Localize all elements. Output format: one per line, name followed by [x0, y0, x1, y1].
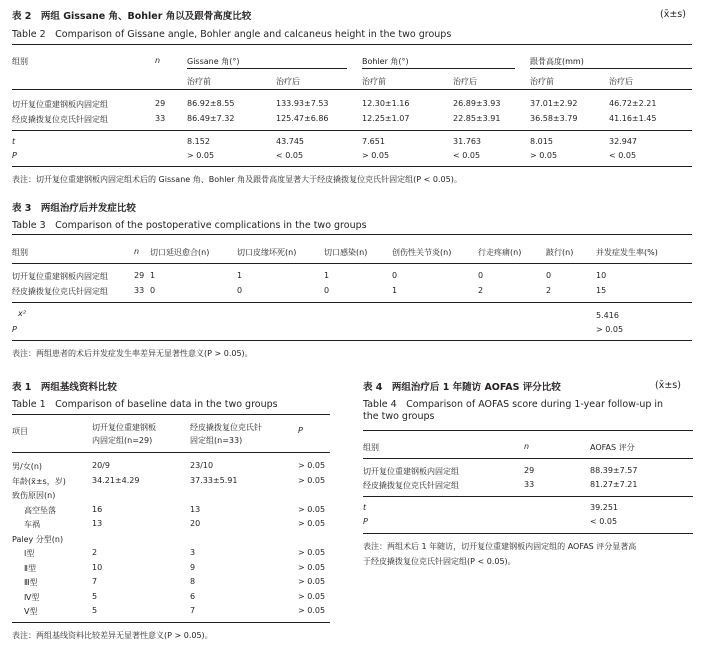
table-3-row-2-n: 33	[134, 286, 145, 295]
table-4-bottom-rule	[363, 533, 693, 534]
table-1-cell-p: > 0.05	[298, 548, 326, 557]
table-1-cell-p: > 0.05	[298, 577, 326, 586]
table-2-stat-p-label: P	[12, 151, 17, 160]
table-1-cell-group-1: 20/9	[92, 461, 110, 470]
table-3-row-2-group: 经皮撬拨复位克氏针固定组	[12, 287, 108, 296]
table-4-stat-p-label: P	[363, 517, 368, 526]
table-4-header-score: AOFAS 评分	[590, 443, 635, 452]
table-2-stat-p-b1: > 0.05	[362, 151, 390, 160]
table-3-row-2-limp: 2	[546, 286, 552, 295]
table-3-row-2-skin-necrosis: 0	[237, 286, 243, 295]
table-1-cell-item: Ⅱ型	[24, 564, 36, 573]
table-1-top-rule	[12, 414, 330, 415]
table-2-stat-t-g1: 8.152	[187, 137, 210, 146]
table-2-height-subrule	[530, 68, 692, 69]
table-4-header-group: 组别	[363, 443, 379, 452]
table-1-cell-group-1: 2	[92, 548, 98, 557]
table-3-row-2-infection: 0	[324, 286, 330, 295]
table-3-stat-p-label: P	[12, 325, 17, 334]
table-1-cell-p: > 0.05	[298, 563, 326, 572]
table-4-unit: (x̄±s)	[655, 380, 681, 391]
table-2-height-before: 治疗前	[530, 77, 554, 86]
table-1-cell-p: > 0.05	[298, 461, 326, 470]
table-3-bottom-rule	[12, 340, 692, 341]
table-4-row-2-score: 81.27±7.21	[590, 480, 638, 489]
table-2-row-1-height-before: 37.01±2.92	[530, 99, 578, 108]
table-3-row-2-walking-pain: 2	[478, 286, 484, 295]
table-2-header-group: 组别	[12, 57, 28, 66]
table-1-cell-item: Ⅰ型	[24, 549, 35, 558]
table-2-stat-t-h1: 8.015	[530, 137, 553, 146]
table-2-bottom-rule	[12, 166, 692, 167]
table-1-cell-item: Paley 分型(n)	[12, 535, 64, 544]
table-1-header-g2-line1: 经皮撬拨复位克氏针	[190, 423, 262, 432]
table-4-stat-t-value: 39.251	[590, 503, 618, 512]
table-4-note-2: 于经皮撬拨复位克氏针固定组(P < 0.05)。	[363, 557, 516, 566]
table-4-body-rule	[363, 496, 693, 497]
table-2-row-1-bohler-before: 12.30±1.16	[362, 99, 410, 108]
table-1-title-en: Table 1 Comparison of baseline data in the two groups	[12, 399, 278, 410]
table-3-header-infection: 切口感染(n)	[324, 248, 368, 257]
table-1-cell-group-1: 5	[92, 592, 98, 601]
table-4-row-2-group: 经皮撬拨复位克氏针固定组	[363, 481, 459, 490]
table-2-row-2-height-after: 41.16±1.45	[609, 114, 657, 123]
table-2-row-1-gissane-before: 86.92±8.55	[187, 99, 235, 108]
table-1-note: 表注：两组基线资料比较差异无显著性意义(P > 0.05)。	[12, 631, 213, 640]
table-1-cell-group-2: 13	[190, 505, 201, 514]
table-3-row-1-walking-pain: 0	[478, 271, 484, 280]
table-2-header-n: n	[155, 56, 161, 65]
table-1-header-item: 项目	[12, 427, 28, 436]
table-2-top-rule	[12, 44, 692, 45]
table-3-row-1-skin-necrosis: 1	[237, 271, 243, 280]
table-4-row-2-n: 33	[524, 480, 535, 489]
table-1-header-g1-line2: 内固定组(n=29)	[92, 436, 153, 445]
table-3-header-arthritis: 创伤性关节炎(n)	[392, 248, 452, 257]
table-4-top-rule	[363, 430, 693, 431]
table-2-row-2-gissane-before: 86.49±7.32	[187, 114, 235, 123]
table-1-cell-group-1: 16	[92, 505, 103, 514]
table-2-row-1-gissane-after: 133.93±7.53	[276, 99, 329, 108]
table-2-stat-t-g2: 43.745	[276, 137, 304, 146]
table-2-stat-t-h2: 32.947	[609, 137, 637, 146]
table-2-row-1-n: 29	[155, 99, 166, 108]
table-4-header-rule	[363, 458, 693, 459]
table-3-top-rule	[12, 234, 692, 235]
table-4-stat-t-label: t	[363, 503, 367, 512]
table-1-cell-item: 年龄(x̄±s，岁)	[12, 477, 66, 486]
table-1-cell-item: Ⅴ型	[24, 607, 38, 616]
table-3-header-rate: 并发症发生率(%)	[596, 248, 658, 257]
table-2-header-gissane: Gissane 角(°)	[187, 57, 240, 66]
table-1-cell-group-1: 13	[92, 519, 103, 528]
table-3-body-rule	[12, 302, 692, 303]
table-4-row-1-score: 88.39±7.57	[590, 466, 638, 475]
table-2-row-2-group: 经皮撬拨复位克氏针固定组	[12, 115, 108, 124]
table-1-title-cn: 表 1 两组基线资料比较	[12, 382, 117, 393]
table-2-gissane-subrule	[187, 68, 347, 69]
table-2-bohler-subrule	[362, 68, 515, 69]
table-3-header-skin-necrosis: 切口皮缘坏死(n)	[237, 248, 297, 257]
table-2-gissane-after: 治疗后	[276, 77, 300, 86]
table-2-title-en: Table 2 Comparison of Gissane angle, Bohler angle and calcaneus height in the two groups	[12, 29, 452, 40]
table-4-stat-p-value: < 0.05	[590, 517, 618, 526]
table-3-row-2-delayed-healing: 0	[150, 286, 156, 295]
table-3-header-rule	[12, 263, 692, 264]
table-2-row-2-bohler-before: 12.25±1.07	[362, 114, 410, 123]
table-2-header-rule	[12, 89, 692, 90]
table-3-stat-chi-value: 5.416	[596, 311, 619, 320]
table-2-bohler-after: 治疗后	[453, 77, 477, 86]
table-4-title-en-2: the two groups	[363, 411, 435, 422]
table-1-cell-group-2: 23/10	[190, 461, 214, 470]
table-1-cell-group-1: 10	[92, 563, 103, 572]
table-3-row-2-rate: 15	[596, 286, 607, 295]
table-1-header-g2-line2: 固定组(n=33)	[190, 436, 243, 445]
table-2-note: 表注：切开复位重建钢板内固定组术后的 Gissane 角、Bohler 角及跟骨高度显著大于经皮撬拨复位克氏针固定组(P < 0.05)。	[12, 175, 462, 184]
table-3-row-1-rate: 10	[596, 271, 607, 280]
table-3-stat-chi-label: x²	[18, 309, 26, 318]
table-1-cell-group-2: 6	[190, 592, 196, 601]
table-1-cell-p: > 0.05	[298, 505, 326, 514]
table-1-cell-item: 高空坠落	[24, 506, 56, 515]
table-3-title-en: Table 3 Comparison of the postoperative complications in the two groups	[12, 220, 367, 231]
table-1-header-p: P	[298, 426, 303, 435]
table-3-title-cn: 表 3 两组治疗后并发症比较	[12, 203, 136, 214]
table-4-title-cn: 表 4 两组治疗后 1 年随访 AOFAS 评分比较	[363, 382, 561, 393]
table-1-cell-p: > 0.05	[298, 476, 326, 485]
table-2-row-2-n: 33	[155, 114, 166, 123]
table-3-header-walking-pain: 行走疼痛(n)	[478, 248, 522, 257]
table-4-header-n: n	[524, 442, 530, 451]
table-1-cell-item: Ⅳ型	[24, 593, 40, 602]
table-1-cell-item: 致伤原因(n)	[12, 491, 56, 500]
table-1-cell-group-1: 34.21±4.29	[92, 476, 140, 485]
table-3-note: 表注：两组患者的术后并发症发生率差异无显著性意义(P > 0.05)。	[12, 349, 253, 358]
table-1-header-g1-line1: 切开复位重建钢板	[92, 423, 156, 432]
table-3-stat-p-value: > 0.05	[596, 325, 624, 334]
table-1-cell-group-1: 5	[92, 606, 98, 615]
table-1-cell-p: > 0.05	[298, 519, 326, 528]
table-2-gissane-before: 治疗前	[187, 77, 211, 86]
table-3-row-1-limp: 0	[546, 271, 552, 280]
table-2-stat-p-b2: < 0.05	[453, 151, 481, 160]
table-4-row-1-group: 切开复位重建钢板内固定组	[363, 467, 459, 476]
table-3-row-1-delayed-healing: 1	[150, 271, 156, 280]
table-4-note-1: 表注：两组术后 1 年随访，切开复位重建钢板内固定组的 AOFAS 评分显著高	[363, 542, 637, 551]
table-1-cell-item: 车祸	[24, 520, 40, 529]
table-2-header-bohler: Bohler 角(°)	[362, 57, 409, 66]
table-2-row-1-group: 切开复位重建钢板内固定组	[12, 100, 108, 109]
table-2-bohler-before: 治疗前	[362, 77, 386, 86]
table-1-cell-group-1: 7	[92, 577, 98, 586]
table-2-stat-t-b1: 7.651	[362, 137, 385, 146]
table-1-cell-group-2: 3	[190, 548, 196, 557]
table-3-row-1-n: 29	[134, 271, 145, 280]
table-2-stat-p-h2: < 0.05	[609, 151, 637, 160]
table-4-title-en-1: Table 4 Comparison of AOFAS score during 1-year follow-up in	[363, 399, 664, 410]
table-2-header-height: 跟骨高度(mm)	[530, 57, 584, 66]
table-1-cell-group-2: 9	[190, 563, 196, 572]
table-1-cell-group-2: 8	[190, 577, 196, 586]
table-2-stat-p-h1: > 0.05	[530, 151, 558, 160]
table-1-cell-p: > 0.05	[298, 592, 326, 601]
table-1-cell-group-2: 37.33±5.91	[190, 476, 238, 485]
table-1-bottom-rule	[12, 622, 330, 623]
table-2-row-2-height-before: 36.58±3.79	[530, 114, 578, 123]
table-2-title-cn: 表 2 两组 Gissane 角、Bohler 角以及跟骨高度比较	[12, 11, 252, 22]
table-2-stat-p-g1: > 0.05	[187, 151, 215, 160]
table-1-cell-p: > 0.05	[298, 606, 326, 615]
table-2-row-1-bohler-after: 26.89±3.93	[453, 99, 501, 108]
table-1-cell-item: 男/女(n)	[12, 462, 43, 471]
table-2-unit: (x̄±s)	[660, 9, 686, 20]
table-3-header-limp: 跛行(n)	[546, 248, 574, 257]
table-2-stat-t-b2: 31.763	[453, 137, 481, 146]
table-4-row-1-n: 29	[524, 466, 535, 475]
table-2-row-2-gissane-after: 125.47±6.86	[276, 114, 329, 123]
table-2-height-after: 治疗后	[609, 77, 633, 86]
table-1-header-rule	[12, 452, 330, 453]
table-3-header-n: n	[134, 247, 140, 256]
table-2-stat-p-g2: < 0.05	[276, 151, 304, 160]
table-2-row-1-height-after: 46.72±2.21	[609, 99, 657, 108]
table-3-row-1-arthritis: 0	[392, 271, 398, 280]
table-3-header-group: 组别	[12, 248, 28, 257]
table-3-row-1-infection: 1	[324, 271, 330, 280]
table-2-row-2-bohler-after: 22.85±3.91	[453, 114, 501, 123]
table-3-row-1-group: 切开复位重建钢板内固定组	[12, 272, 108, 281]
table-3-header-delayed-healing: 切口延迟愈合(n)	[150, 248, 210, 257]
table-1-cell-group-2: 20	[190, 519, 201, 528]
table-2-stat-t-label: t	[12, 137, 16, 146]
table-1-cell-item: Ⅲ型	[24, 578, 38, 587]
table-2-body-rule	[12, 130, 692, 131]
table-1-cell-group-2: 7	[190, 606, 196, 615]
table-3-row-2-arthritis: 1	[392, 286, 398, 295]
